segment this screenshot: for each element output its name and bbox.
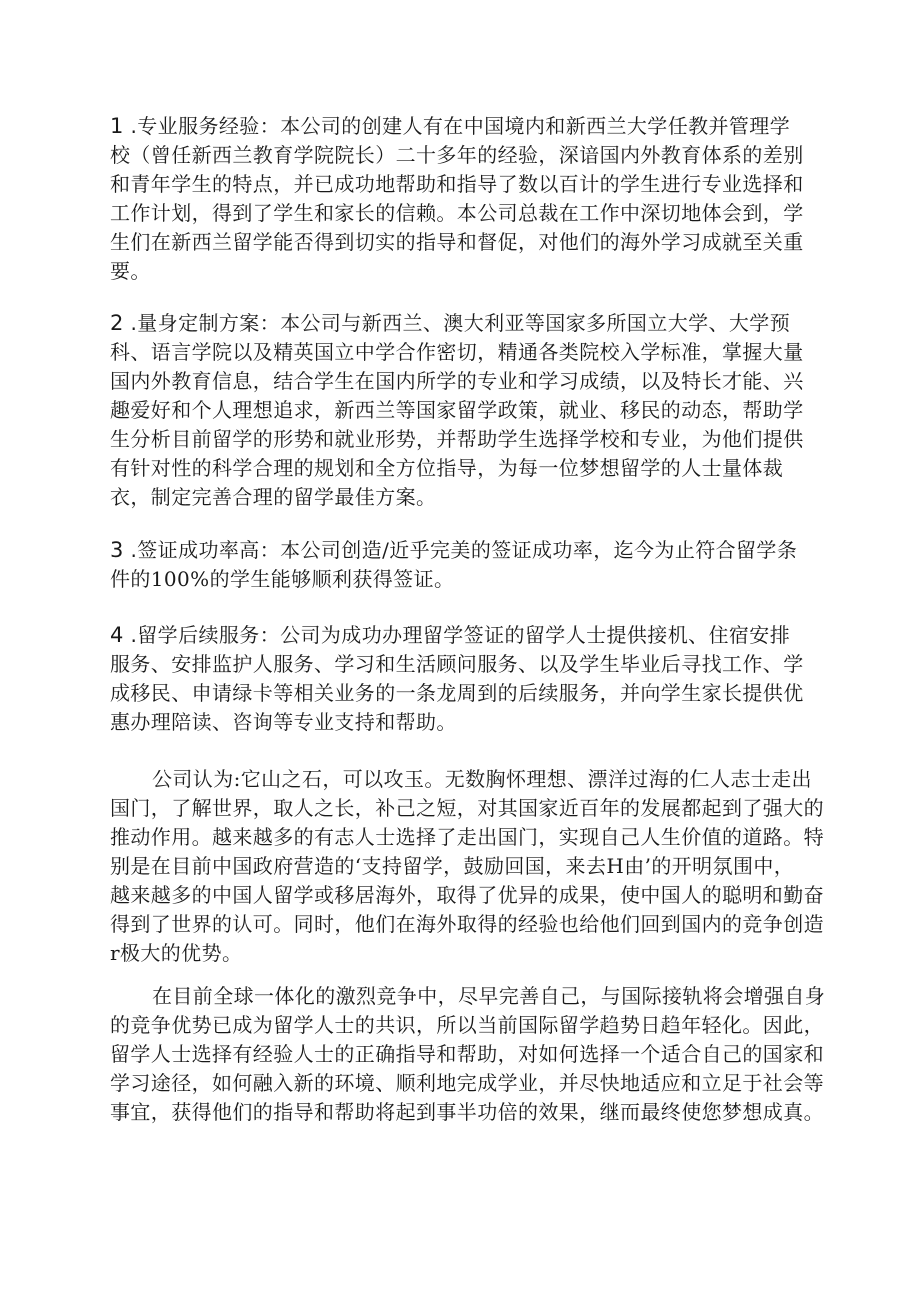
item-number: 4	[110, 623, 124, 647]
text-line: 国门，了解世界，取人之长，补己之短，对其国家近百年的发展都起到了强大的	[110, 796, 824, 820]
item-heading: .留学后续服务：	[123, 623, 281, 647]
text-line: 越来越多的中国人留学或移居海外，取得了优异的成果，使中国人的聪明和勤奋	[110, 883, 824, 907]
text-line: 事宜，获得他们的指导和帮助将起到事半功倍的效果，继而最终使您梦想成真。	[110, 1100, 824, 1124]
line-text: 本公司创造/近乎完美的签证成功率，迄今为止符合留学条	[280, 538, 798, 562]
text-line: 的竞争优势已成为留学人士的共识，所以当前国际留学趋势日趋年轻化。因此，	[110, 1013, 824, 1037]
text-line: 科、语言学院以及精英国立中学合作密切，精通各类院校入学标准，掌握大量	[110, 340, 804, 364]
item-heading: .专业服务经验：	[123, 114, 281, 138]
text-line: 工作计划，得到了学生和家长的信赖。本公司总裁在工作中深切地体会到，学	[110, 201, 804, 225]
item-number: 2	[110, 311, 124, 335]
text-line: 生们在新西兰留学能否得到切实的指导和督促，对他们的海外学习成就至关重	[110, 230, 804, 254]
numbered-item-2	[110, 309, 804, 512]
text-line: 件的100%的学生能够顺利获得签证。	[110, 567, 455, 591]
body-paragraph-1	[110, 765, 824, 968]
numbered-item-3	[110, 536, 797, 594]
text-line: 得到了世界的认可。同时，他们在海外取得的经验也给他们回到国内的竞争创造	[110, 912, 824, 936]
text-line: 留学人士选择有经验人士的正确指导和帮助，对如何选择一个适合自己的国家和	[110, 1042, 824, 1066]
text-line: r极大的优势。	[110, 941, 243, 965]
text-line	[110, 621, 804, 650]
text-line: 校（曾任新西兰教育学院院长）二十多年的经验，深谙国内外教育体系的差别	[110, 143, 804, 167]
text-line: 公司认为:它山之石，可以攻玉。无数胸怀理想、漂洋过海的仁人志士走出	[152, 767, 812, 791]
text-line	[110, 309, 804, 338]
numbered-item-4	[110, 621, 804, 737]
line-text: 公司为成功办理留学签证的留学人士提供接机、住宿安排	[280, 623, 791, 647]
text-line: 别是在目前中国政府营造的‘支持留学，鼓励回国，来去H由’的开明氛围中，	[110, 854, 795, 878]
text-line: 成移民、申请绿卡等相关业务的一条龙周到的后续服务，并向学生家长提供优	[110, 681, 804, 705]
text-line: 在目前全球一体化的激烈竞争中，尽早完善自己，与国际接轨将会增强自身	[152, 984, 826, 1008]
item-heading: .签证成功率高：	[123, 538, 281, 562]
text-line	[110, 112, 804, 141]
text-line: 国内外教育信息，结合学生在国内所学的专业和学习成绩，以及特长才能、兴	[110, 369, 804, 393]
item-number: 3	[110, 538, 124, 562]
text-line: 衣，制定完善合理的留学最佳方案。	[110, 485, 437, 509]
text-line: 学习途径，如何融入新的环境、顺利地完成学业，并尽快地适应和立足于社会等	[110, 1071, 824, 1095]
text-line	[110, 536, 797, 565]
numbered-item-1	[110, 112, 804, 286]
text-line: 和青年学生的特点，并已成功地帮助和指导了数以百计的学生进行专业选择和	[110, 172, 804, 196]
line-text: 本公司与新西兰、澳大利亚等国家多所国立大学、大学预	[280, 311, 791, 335]
line-text: 本公司的创建人有在中国境内和新西兰大学任教并管理学	[280, 114, 791, 138]
item-number: 1	[110, 114, 124, 138]
text-line: 趣爱好和个人理想追求，新西兰等国家留学政策，就业、移民的动态，帮助学	[110, 398, 804, 422]
text-line: 服务、安排监护人服务、学习和生活顾问服务、以及学生毕业后寻找工作、学	[110, 652, 804, 676]
text-line: 惠办理陪读、咨询等专业支持和帮助。	[110, 710, 457, 734]
item-heading: .量身定制方案：	[123, 311, 281, 335]
text-line: 生分析目前留学的形势和就业形势，并帮助学生选择学校和专业，为他们提供	[110, 427, 804, 451]
text-line: 有针对性的科学合理的规划和全方位指导，为每一位梦想留学的人士量体裁	[110, 456, 784, 480]
body-paragraph-2	[110, 982, 825, 1127]
text-line: 要。	[110, 259, 151, 283]
text-line: 推动作用。越来越多的有志人士选择了走出国门，实现自己人生价值的道路。特	[110, 825, 824, 849]
